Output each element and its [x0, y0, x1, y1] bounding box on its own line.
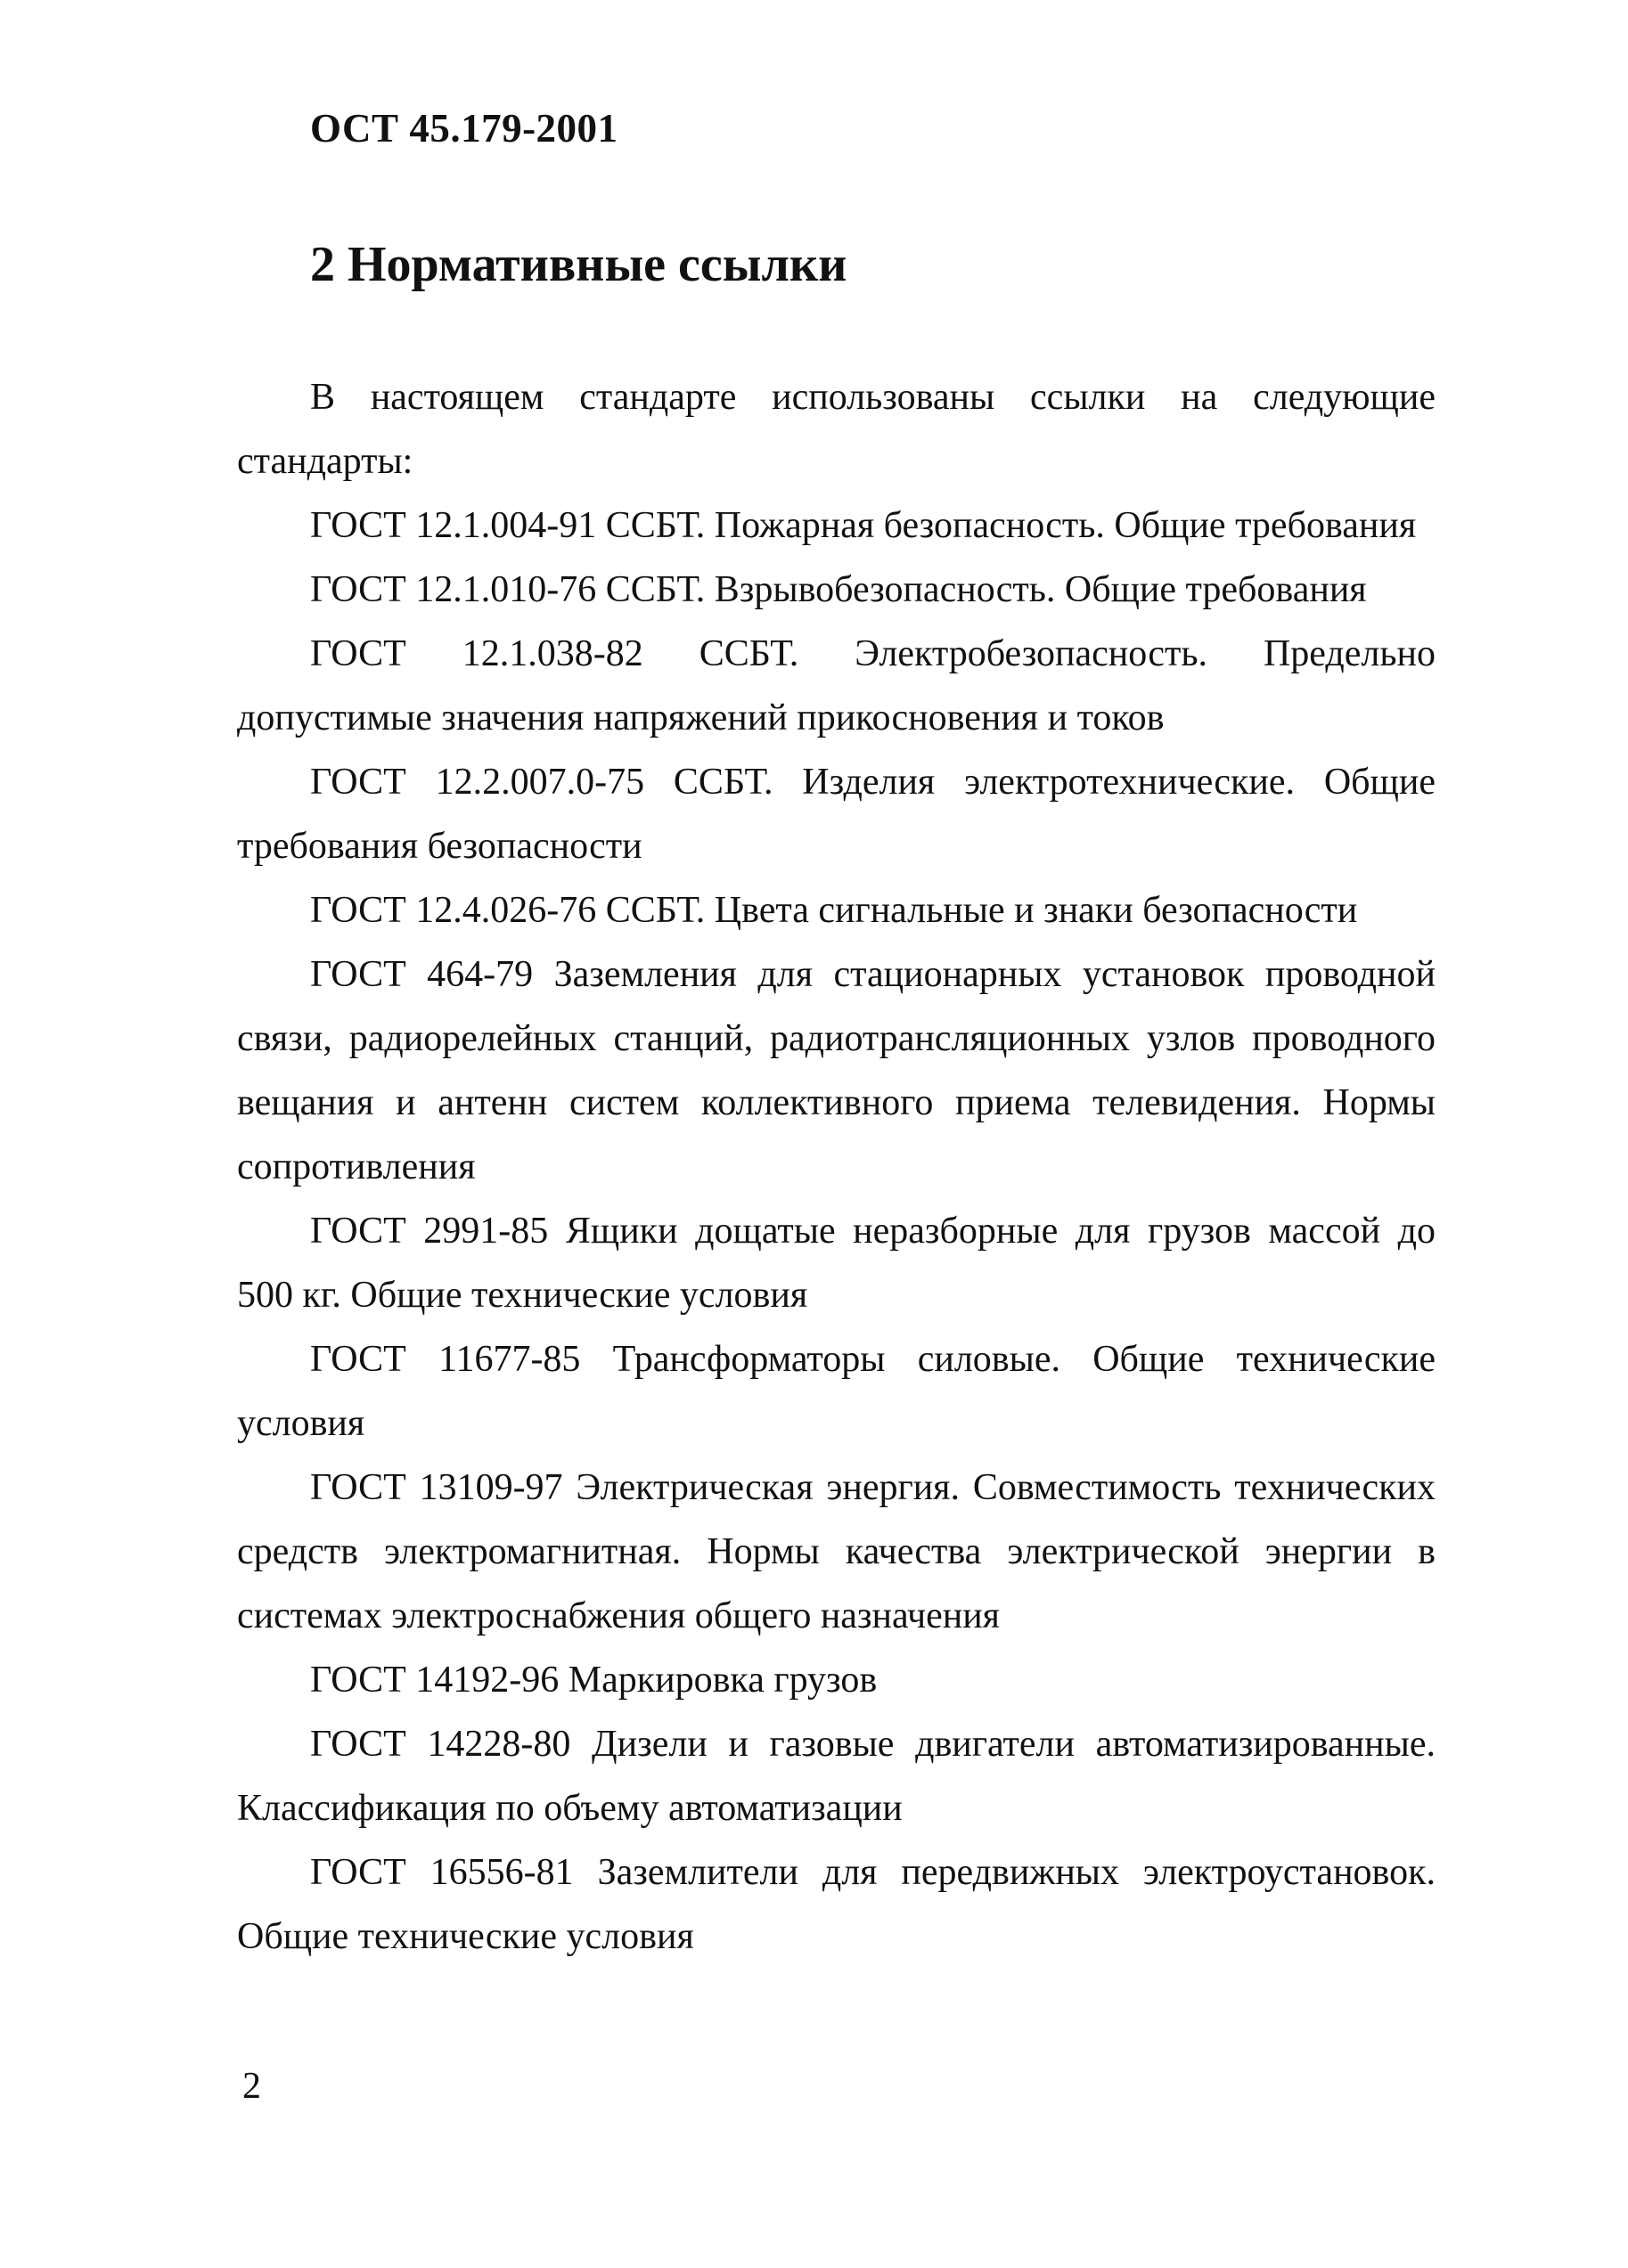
reference-item: ГОСТ 16556-81 Заземлители для передвижных электроустановок. Общие технические условия	[237, 1852, 1436, 1957]
reference-item: ГОСТ 13109-97 Электрическая энергия. Совместимость технических средств электромагнитная. Нормы качества электрической энергии в системах электроснабжения общего назначения	[237, 1467, 1436, 1636]
reference-item: ГОСТ 11677-85 Трансформаторы силовые. Общие технические условия	[237, 1339, 1436, 1444]
reference-item: ГОСТ 12.2.007.0-75 ССБТ. Изделия электротехнические. Общие требования безопасности	[237, 762, 1436, 867]
reference-item: ГОСТ 2991-85 Ящики дощатые неразборные для грузов массой до 500 кг. Общие технические условия	[237, 1211, 1436, 1316]
page-number: 2	[242, 2066, 261, 2107]
section-title: 2 Нормативные ссылки	[310, 237, 847, 292]
reference-item: ГОСТ 12.4.026-76 ССБТ. Цвета сигнальные и знаки безопасности	[310, 890, 1358, 931]
reference-item: ГОСТ 12.1.004-91 ССБТ. Пожарная безопасность. Общие требования	[310, 505, 1417, 546]
references-intro: В настоящем стандарте использованы ссылки на следующие стандарты:	[237, 377, 1436, 482]
document-code: ОСТ 45.179-2001	[310, 106, 618, 151]
reference-item: ГОСТ 14192-96 Маркировка грузов	[310, 1660, 878, 1701]
reference-item: ГОСТ 12.1.010-76 ССБТ. Взрывобезопасность. Общие требования	[310, 569, 1367, 610]
references-body	[237, 365, 1436, 1969]
reference-item: ГОСТ 14228-80 Дизели и газовые двигатели автоматизированные. Классификация по объему автоматизации	[237, 1724, 1436, 1829]
reference-item: ГОСТ 12.1.038-82 ССБТ. Электробезопасность. Предельно допустимые значения напряжений прикосновения и токов	[237, 633, 1436, 738]
reference-item: ГОСТ 464-79 Заземления для стационарных установок проводной связи, радиорелейных станций, радиотрансляционных узлов проводного вещания и антенн систем коллективного приема телевидения. Нормы сопротивления	[237, 954, 1436, 1187]
